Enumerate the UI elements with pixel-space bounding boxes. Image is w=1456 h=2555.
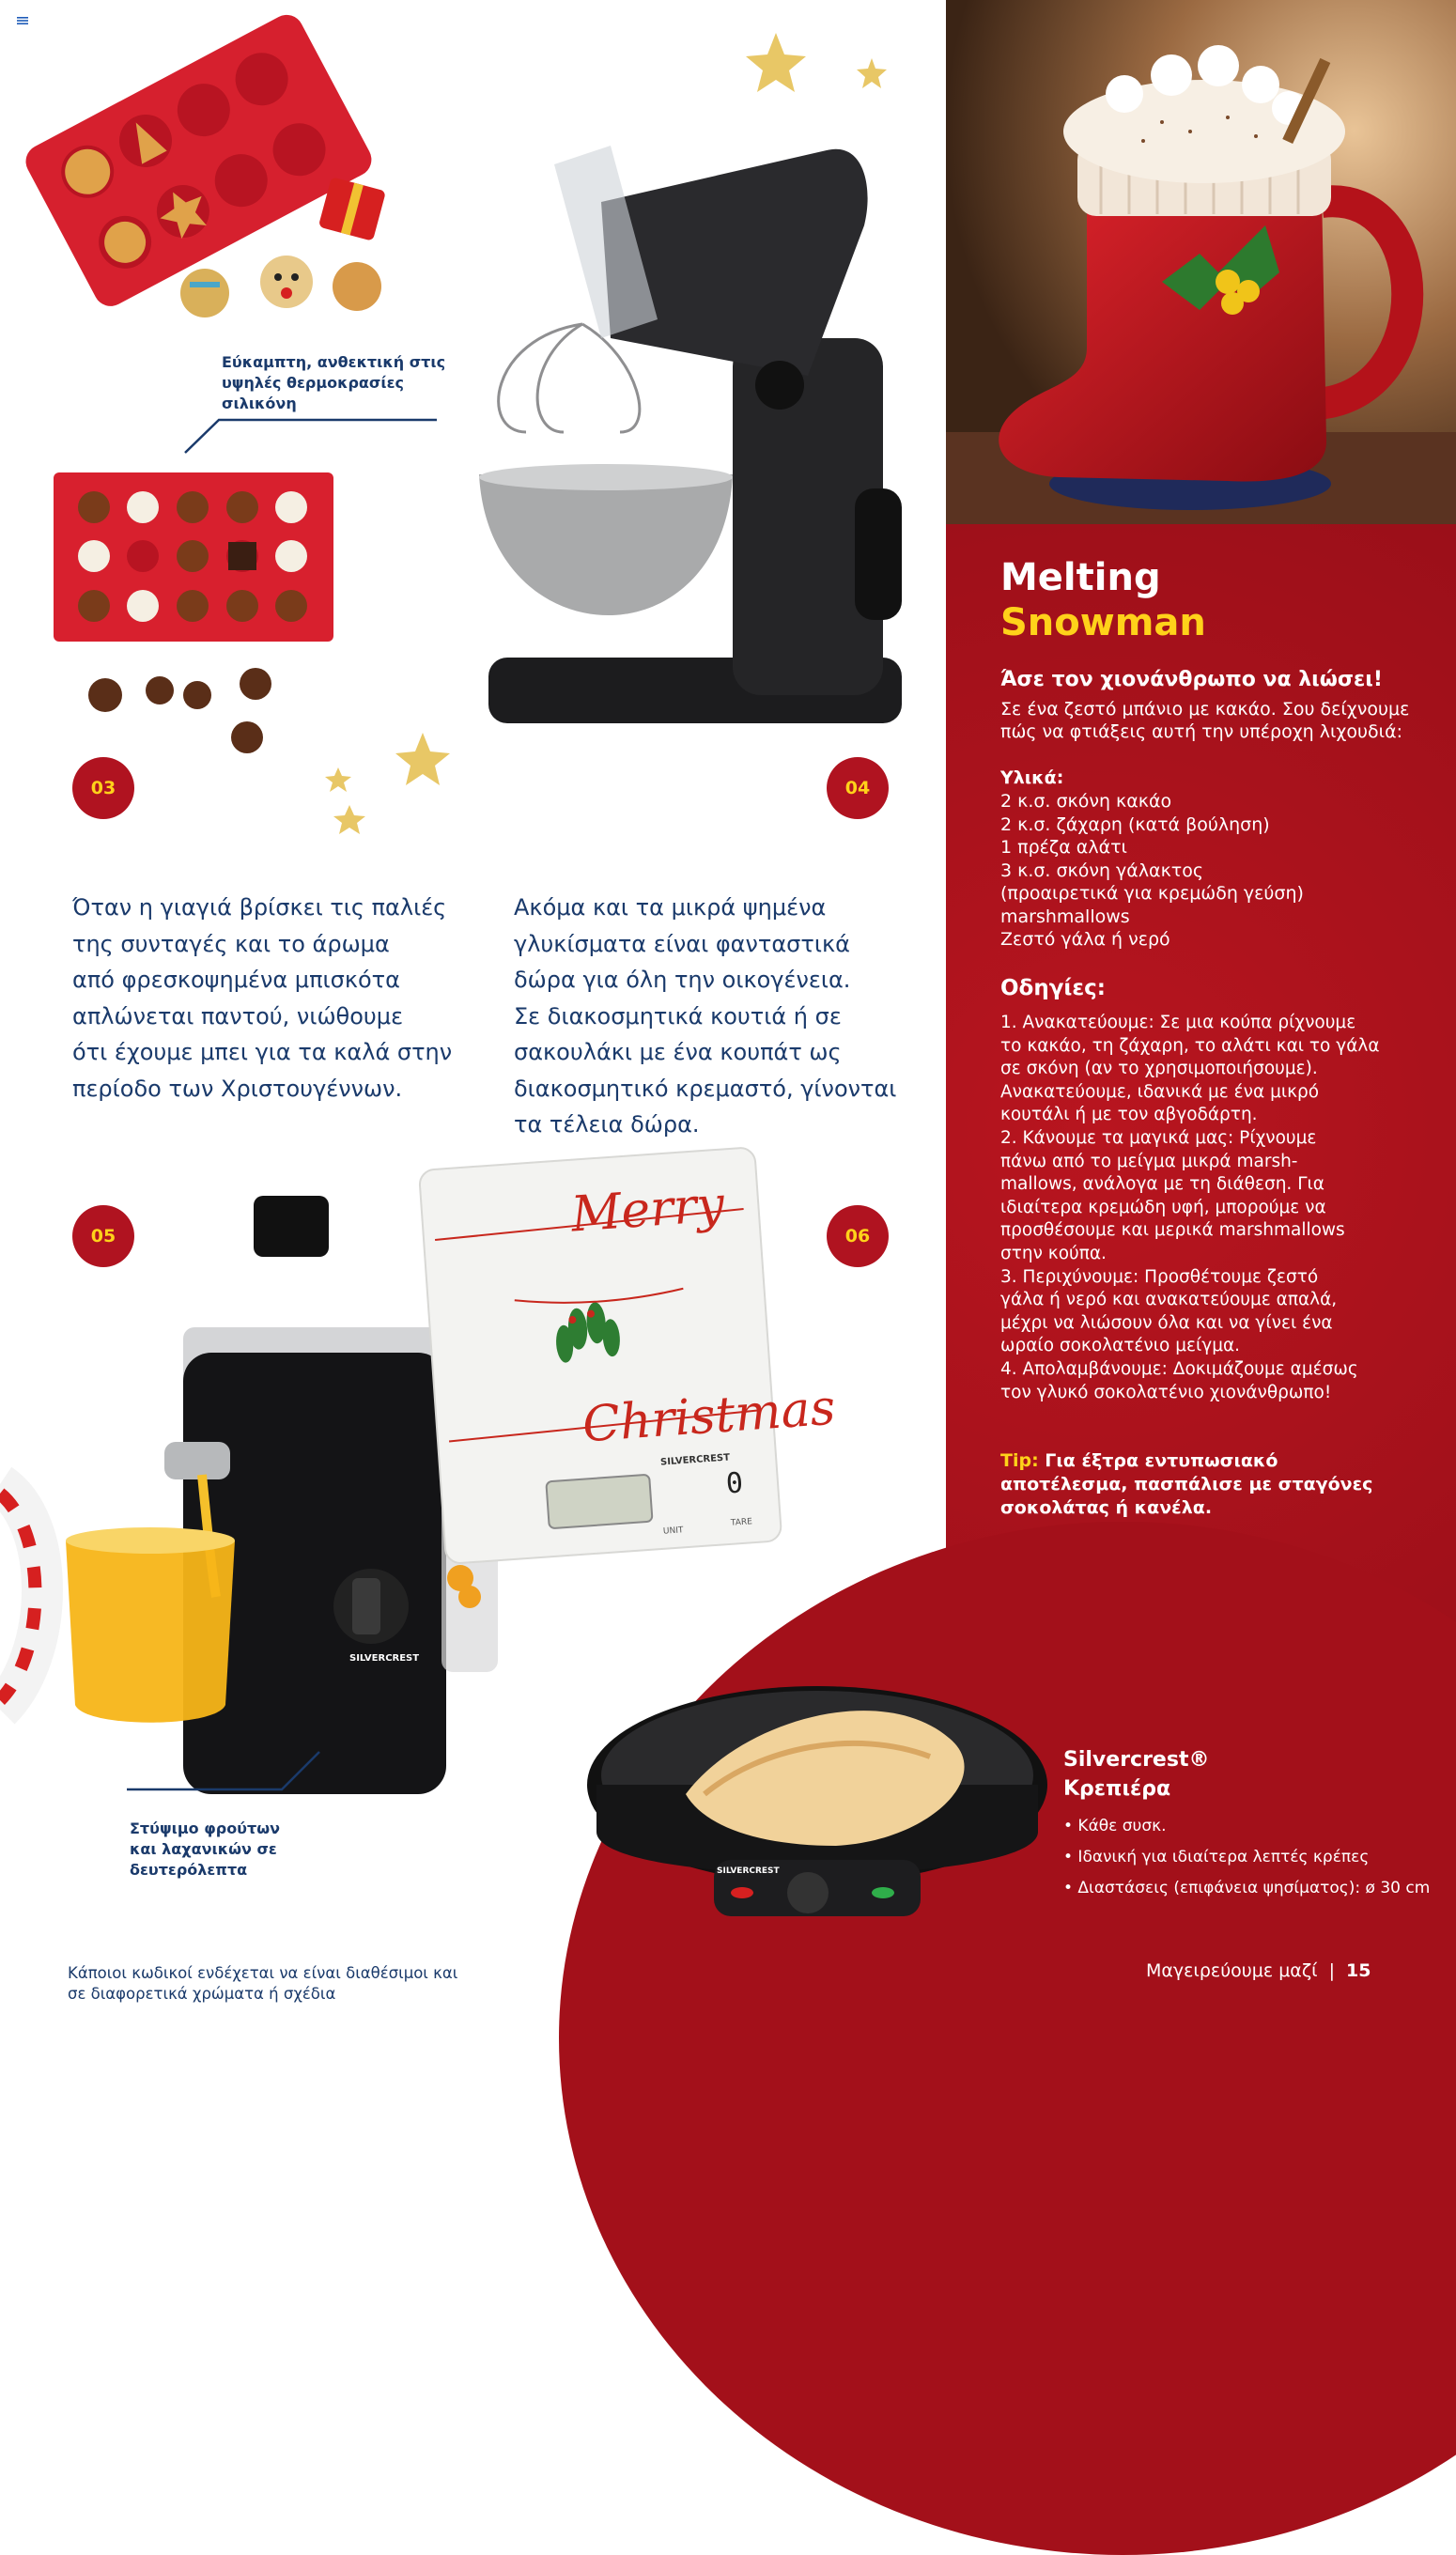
- chocolate-mold-image: [54, 472, 333, 642]
- chocolate-treats-image: [88, 668, 271, 753]
- candy-cane-image: [0, 1484, 42, 1710]
- caption-line: δευτερόλεπτα: [130, 1861, 248, 1879]
- feature-item: • Διαστάσεις (επιφάνεια ψησίματος): ø 30 cm: [1063, 1879, 1431, 1897]
- ingredients-heading: Υλικά:: [1000, 767, 1064, 788]
- recipe-title-line1: Melting: [1000, 556, 1161, 599]
- direction-line: 2. Κάνουμε τα μαγικά μας: Ρίχνουμε: [1000, 1127, 1317, 1148]
- direction-line: ιδιαίτερα κρεμώδη υφή, μπορούμε να: [1000, 1197, 1326, 1217]
- crepe-title-line: Silvercrest®: [1063, 1748, 1210, 1772]
- scale-unit-label: UNIT: [662, 1525, 684, 1537]
- tip-label: Tip:: [1000, 1450, 1039, 1471]
- scale-merry-text: Merry: [569, 1176, 727, 1244]
- directions-heading: Οδηγίες:: [1000, 976, 1106, 1000]
- badge-05: 05: [72, 1205, 134, 1267]
- para-line: γλυκίσματα είναι φανταστικά: [514, 930, 850, 957]
- feature-item: • Ιδανική για ιδιαίτερα λεπτές κρέπες: [1063, 1848, 1370, 1866]
- caption-line: Εύκαμπτη, ανθεκτική στις: [222, 353, 446, 371]
- para-line: περίοδο των Χριστουγέννων.: [72, 1075, 403, 1102]
- gifts-paragraph: [514, 890, 927, 1143]
- direction-line: 3. Περιχύνουμε: Προσθέτουμε ζεστό: [1000, 1266, 1319, 1287]
- juicer-brand-logo: SILVERCREST: [349, 1653, 420, 1664]
- direction-line: σε σκόνη (αν το χρησιμοποιήσουμε).: [1000, 1059, 1318, 1079]
- silicone-baking-mold-image: [20, 9, 378, 313]
- direction-line: 4. Απολαμβάνουμε: Δοκιμάζουμε αμέσως: [1000, 1358, 1358, 1379]
- caption-line: σιλικόνη: [222, 395, 297, 412]
- crepe-maker-features: [1063, 1811, 1430, 1904]
- note-line: Κάποιοι κωδικοί ενδέχεται να είναι διαθέσιμοι και: [68, 1964, 458, 1982]
- scale-christmas-text: Christmas: [581, 1379, 838, 1454]
- crepe-maker-title: [1063, 1745, 1209, 1804]
- availability-note: [68, 1963, 457, 2005]
- molds-caption: [222, 352, 447, 414]
- ingredient-item: 2 κ.σ. ζάχαρη (κατά βούληση): [1000, 813, 1270, 835]
- direction-line: πάνω από το μείγμα μικρά marsh-: [1000, 1151, 1298, 1171]
- para-line: διακοσμητικό κρεμαστό, γίνονται: [514, 1075, 897, 1102]
- recipe-heading: Άσε τον χιονάνθρωπο να λιώσει!: [1000, 668, 1383, 691]
- recipe-intro: [1000, 698, 1423, 743]
- ingredient-item: marshmallows: [1000, 906, 1130, 927]
- hot-cocoa-boot-mug-photo: [946, 0, 1456, 524]
- para-line: τα τέλεια δώρα.: [514, 1111, 700, 1138]
- grandma-paragraph: [72, 890, 486, 1107]
- crepe-title-line: Κρεπιέρα: [1063, 1777, 1171, 1801]
- caption-line: και λαχανικών σε: [130, 1840, 277, 1858]
- intro-line: πώς να φτιάξεις αυτή την υπέροχη λιχουδιά:: [1000, 721, 1402, 742]
- direction-line: κουτάλι ή με τον αβγοδάρτη.: [1000, 1105, 1258, 1125]
- direction-line: προσθέσουμε και μερικά marshmallows: [1000, 1220, 1345, 1241]
- para-line: Όταν η γιαγιά βρίσκει τις παλιές: [72, 894, 447, 921]
- ornament-cookie-image: [180, 269, 229, 317]
- ingredient-item: Ζεστό γάλα ή νερό: [1000, 929, 1170, 950]
- ingredient-item: (προαιρετικά για κρεμώδη γεύση): [1000, 883, 1304, 904]
- tip-line: σοκολάτας ή κανέλα.: [1000, 1497, 1213, 1518]
- direction-line: τον γλυκό σοκολατένιο χιονάνθρωπο!: [1000, 1382, 1332, 1402]
- note-line: σε διαφορετικά χρώματα ή σχέδια: [68, 1985, 336, 2003]
- badge-04: 04: [827, 757, 889, 819]
- direction-line: Ανακατεύουμε, ιδανικά με ένα μικρό: [1000, 1081, 1320, 1102]
- para-line: σακουλάκι με ένα κουπάτ ως: [514, 1039, 842, 1065]
- direction-line: το κακάο, τη ζάχαρη, το αλάτι και το γάλα: [1000, 1035, 1380, 1056]
- crepe-maker-brand-logo: SILVERCREST: [717, 1866, 780, 1876]
- reindeer-cookie-image: [260, 256, 313, 308]
- scale-display-value: 0: [724, 1466, 745, 1501]
- tip-line: Για έξτρα εντυπωσιακό: [1038, 1450, 1278, 1471]
- direction-line: γάλα ή νερό και ανακατεύουμε απαλά,: [1000, 1290, 1338, 1310]
- ingredients-list: [1000, 790, 1423, 952]
- directions-list: [1000, 1012, 1395, 1404]
- ingredient-item: 2 κ.σ. σκόνη κακάο: [1000, 791, 1172, 812]
- direction-line: μέχρι να λιώσουν όλα και να γίνει ένα: [1000, 1312, 1333, 1333]
- para-line: δώρα για όλη την οικογένεια.: [514, 967, 851, 993]
- ingredient-item: 3 κ.σ. σκόνη γάλακτος: [1000, 859, 1203, 881]
- page-footer: [1146, 1960, 1371, 1981]
- direction-line: ωραίο σοκολατένιο μείγμα.: [1000, 1336, 1241, 1356]
- juicer-caption: [130, 1819, 318, 1881]
- intro-line: Σε ένα ζεστό μπάνιο με κακάο. Σου δείχνουμε: [1000, 699, 1410, 720]
- badge-06: 06: [827, 1205, 889, 1267]
- para-line: Ακόμα και τα μικρά ψημένα: [514, 894, 827, 921]
- feature-item: • Κάθε συσκ.: [1063, 1817, 1167, 1835]
- scale-tare-label: TARE: [730, 1517, 753, 1528]
- direction-line: mallows, ανάλογα με τη διάθεση. Για: [1000, 1174, 1324, 1195]
- page-number: 15: [1345, 1960, 1371, 1981]
- badge-03: 03: [72, 757, 134, 819]
- tip-line: αποτέλεσμα, πασπάλισε με σταγόνες: [1000, 1474, 1373, 1494]
- caption-line: υψηλές θερμοκρασίες: [222, 374, 404, 392]
- para-line: ότι έχουμε μπει για τα καλά στην: [72, 1039, 453, 1065]
- recipe-tip: [1000, 1449, 1414, 1520]
- crepe-maker-image: [573, 1663, 1061, 1944]
- direction-line: στην κούπα.: [1000, 1243, 1107, 1263]
- para-line: απλώνεται παντού, νιώθουμε: [72, 1002, 404, 1030]
- gingerbread-cookie-image: [333, 262, 381, 311]
- footer-separator: |: [1328, 1960, 1335, 1981]
- para-line: από φρεσκοψημένα μπισκότα: [72, 967, 400, 993]
- direction-line: 1. Ανακατεύουμε: Σε μια κούπα ρίχνουμε: [1000, 1013, 1356, 1032]
- scale-brand-logo: SILVERCREST: [659, 1452, 731, 1468]
- caption-line: Στύψιμο φρούτων: [130, 1819, 280, 1837]
- para-line: της συνταγές και το άρωμα: [72, 930, 390, 957]
- ingredient-item: 1 πρέζα αλάτι: [1000, 837, 1127, 858]
- recipe-title-line2: Snowman: [1000, 601, 1206, 644]
- section-name: Μαγειρεύουμε μαζί: [1146, 1960, 1318, 1981]
- stand-mixer-image: [479, 146, 902, 723]
- para-line: Σε διακοσμητικά κουτιά ή σε: [514, 1002, 842, 1030]
